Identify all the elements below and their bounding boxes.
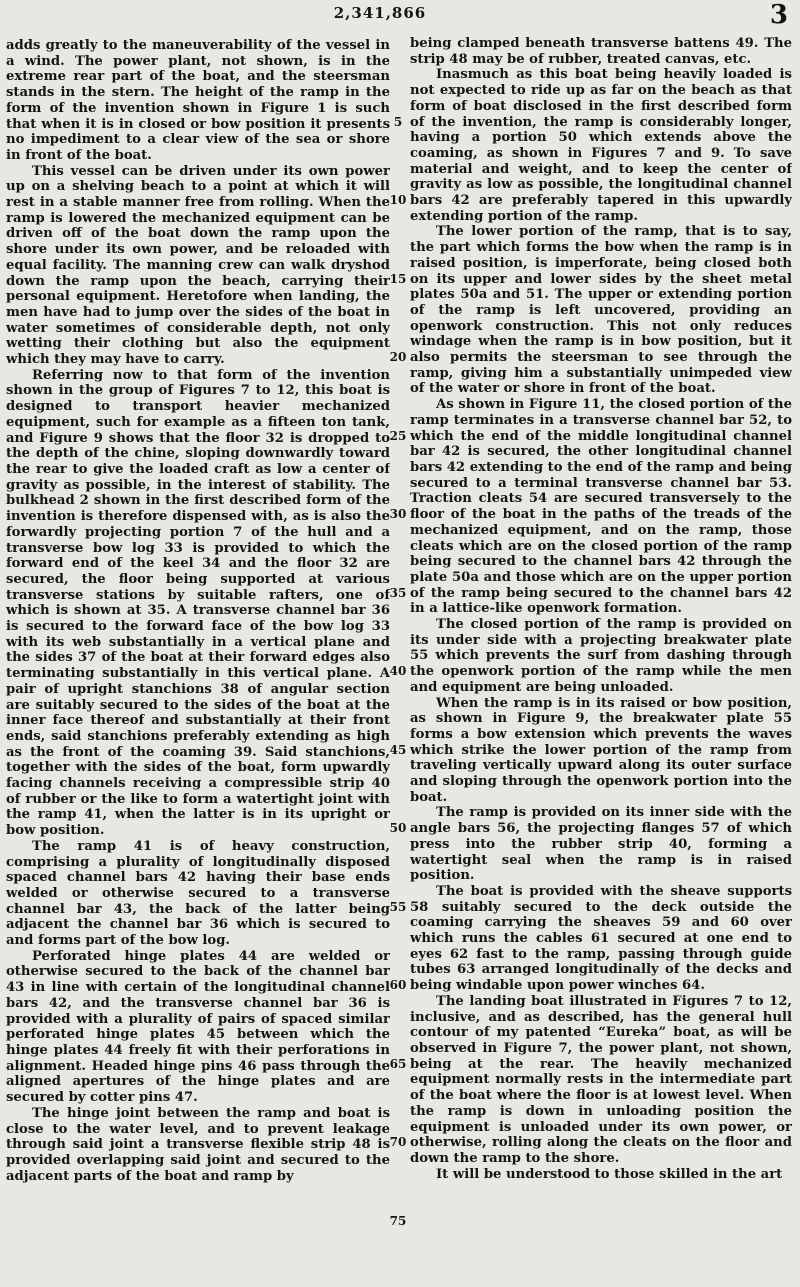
paragraph: The ramp is provided on its inner side with the angle bars 56, the projecting flanges 57 of which press into the rubber strip 40, forming a watertight seal when the ramp is in raised position. [410, 805, 792, 884]
page-number: 3 [769, 0, 788, 30]
line-number: 75 [389, 1213, 407, 1228]
line-number: 70 [389, 1135, 407, 1150]
paragraph: The hinge joint between the ramp and boat is close to the water level, and to prevent leakage through said joint a transverse flexible strip 48 is provided overlapping said joint and secured to the adjacent parts of the boat and ramp by [6, 1105, 390, 1184]
line-number-gutter [388, 0, 408, 1287]
line-number: 50 [389, 821, 407, 836]
line-number: 65 [389, 1056, 407, 1071]
paragraph: The landing boat illustrated in Figures 7 to 12, inclusive, and as described, has the general hull contour of my patented “Eureka” boat, as will be observed in Figure 7, the power plant, not shown, being at the rear. The heavily mechanized equipment normally rests in the intermediate part of the boat where the floor is at lowest level. When the ramp is down in unloading position the equipment is unloaded under its own power, or otherwise, rolling along the cleats on the floor and down the ramp to the shore. [410, 993, 792, 1166]
left-column [6, 38, 390, 1284]
paragraph: As shown in Figure 11, the closed portion of the ramp terminates in a transverse channel bar 52, to which the end of the middle longitudinal channel bar 42 is secured, the other longitudinal channel bars 42 extending to the end of the ramp and being secured to a terminal transverse channel bar 53. Traction cleats 54 are secured transversely to the floor of the boat in the paths of the treads of the mechanized equipment, and on the ramp, those cleats which are on the closed portion of the ramp being secured to the channel bars 42 through the plate 50a and those which are on the upper portion of the ramp being secured to the channel bars 42 in a lattice-like openwork formation. [410, 397, 792, 617]
paragraph: The ramp 41 is of heavy construction, comprising a plurality of longitudinally disposed spaced channel bars 42 having their base ends welded or otherwise secured to a transverse channel bar 43, the back of the latter being adjacent the channel bar 36 which is secured to and forms part of the bow log. [6, 838, 390, 949]
line-number: 55 [389, 899, 407, 914]
paragraph: When the ramp is in its raised or bow position, as shown in Figure 9, the breakwater plate 55 forms a bow extension which prevents the waves which strike the lower portion of the ramp from traveling vertically upward along its outer surface and sloping through the openwork portion into the boat. [410, 695, 792, 805]
line-number: 15 [389, 271, 407, 286]
paragraph: Inasmuch as this boat being heavily loaded is not expected to ride up as far on the beach as that form of boat disclosed in the first described form of the invention, the ramp is considerably longer, having a portion 50 which extends above the coaming, as shown in Figures 7 and 9. To save material and weight, and to keep the center of gravity as low as possible, the longitudinal channel bars 42 are preferably tapered in this upwardly extending portion of the ramp. [410, 67, 792, 224]
line-number: 35 [389, 585, 407, 600]
line-number: 20 [389, 350, 407, 365]
line-number: 30 [389, 507, 407, 522]
paragraph: being clamped beneath transverse battens 49. The strip 48 may be of rubber, treated canvas, etc. [410, 36, 792, 67]
line-number: 40 [389, 664, 407, 679]
patent-number: 2,341,866 [333, 4, 427, 22]
line-number: 60 [389, 978, 407, 993]
paragraph: The boat is provided with the sheave supports 58 suitably secured to the deck outside the coaming carrying the sheaves 59 and 60 over which runs the cables 61 secured at one end to eyes 62 fast to the ramp, passing through guide tubes 63 arranged longitudinally of the decks and being windable upon power winches 64. [410, 883, 792, 994]
line-number: 45 [389, 742, 407, 757]
paragraph: The lower portion of the ramp, that is to say, the part which forms the bow when the ramp is in raised position, is imperforate, being closed both on its upper and lower sides by the sheet metal plates 50a and 51. The upper or extending portion of the ramp is left uncovered, providing an openwork construction. This not only reduces windage when the ramp is in bow position, but it also permits the steersman to see through the ramp, giving him a substantially unimpeded view of the water or shore in front of the boat. [410, 224, 792, 397]
paragraph: The closed portion of the ramp is provided on its under side with a projecting breakwater plate 55 which prevents the surf from dashing through the openwork portion of the ramp while the men and equipment are being unloaded. [410, 617, 792, 695]
line-number: 10 [389, 193, 407, 208]
paragraph: This vessel can be driven under its own power up on a shelving beach to a point at which it will rest in a stable manner free from rolling. When the ramp is lowered the mechanized equipment can be driven off of the boat down the ramp upon the shore under its own power, and be reloaded with equal facility. The manning crew can walk dryshod down the ramp upon the beach, carrying their personal equipment. Heretofore when landing, the men have had to jump over the sides of the boat in water sometimes of considerable depth, not only wetting their clothing but also the equipment which they may have to carry. [6, 163, 390, 368]
line-number: 5 [393, 114, 403, 129]
paragraph: It will be understood to those skilled in the art [436, 1166, 783, 1182]
paragraph: Referring now to that form of the invention shown in the group of Figures 7 to 12, this boat is designed to transport heavier mechanized equipment, such for example as a fifteen ton tank, and Figure 9 shows that the floor 32 is dropped to the depth of the chine, sloping downwardly toward the rear to give the loaded craft as low a center of gravity as possible, in the interest of stability. The bulkhead 2 shown in the first described form of the invention is therefore dispensed with, as is also the forwardly projecting portion 7 of the hull and a transverse bow log 33 is provided to which the forward end of the keel 34 and the floor 32 are secured, the floor being supported at various transverse stations by suitable rafters, one of which is shown at 35. A transverse channel bar 36 is secured to the forward face of the bow log 33 with its web substantially in a vertical plane and the sides 37 of the boat at their forward edges also terminating substantially in this vertical plane. A pair of upright stanchions 38 of angular section are suitably secured to the sides of the boat at the inner face thereof and substantially at their front ends, said stanchions preferably extending as high as the front of the coaming 39. Said stanchions, together with the sides of the boat, form upwardly facing channels receiving a compressible strip 40 of rubber or the like to form a watertight joint with the ramp 41, when the latter is in its upright or bow position. [6, 367, 390, 839]
right-column [410, 36, 792, 1282]
paragraph: adds greatly to the maneuverability of the vessel in a wind. The power plant, not shown, is in the extreme rear part of the boat, and the steersman stands in the stern. The height of the ramp in the form of the invention shown in Figure 1 is such that when it is in closed or bow position it presents no impediment to a clear view of the sea or shore in front of the boat. [6, 38, 390, 163]
line-number: 25 [389, 428, 407, 443]
paragraph: Perforated hinge plates 44 are welded or otherwise secured to the back of the channel bar 43 in line with certain of the longitudinal channel bars 42, and the transverse channel bar 36 is provided with a plurality of pairs of spaced similar perforated hinge plates 45 between which the hinge plates 44 freely fit with their perforations in alignment. Headed hinge pins 46 pass through the aligned apertures of the hinge plates and are secured by cotter pins 47. [6, 948, 390, 1106]
